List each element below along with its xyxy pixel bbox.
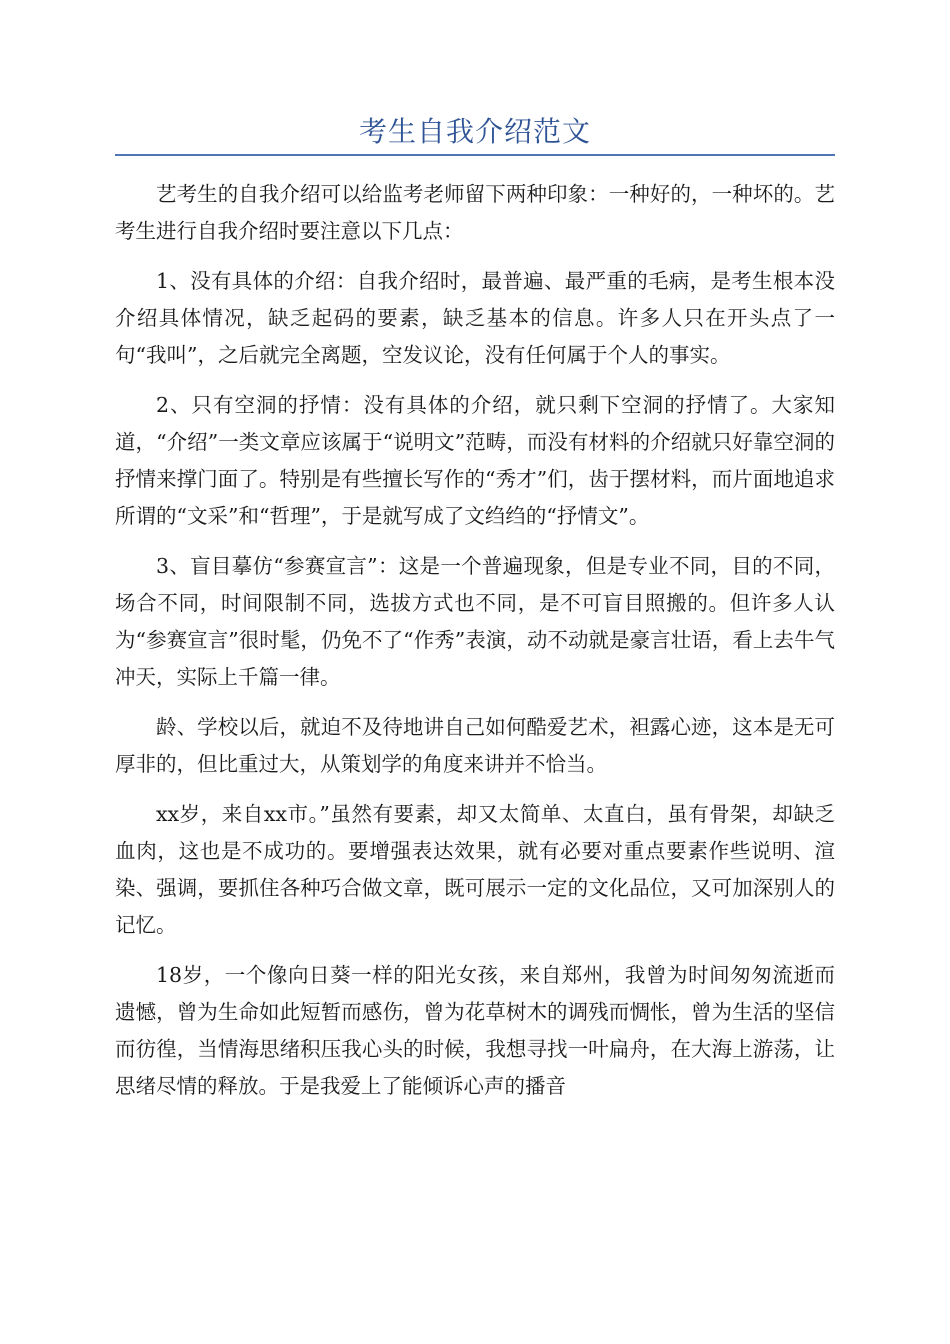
title-underline (115, 154, 835, 156)
paragraph-intro: 艺考生的自我介绍可以给监考老师留下两种印象：一种好的，一种坏的。艺考生进行自我介绍时要注意以下几点： (115, 182, 835, 243)
paragraph-age-school: 龄、学校以后，就迫不及待地讲自己如何酷爱艺术，袒露心迹，这本是无可厚非的，但比重过大，从策划学的角度来讲并不恰当。 (115, 715, 835, 776)
document-body (115, 176, 835, 1118)
document-title: 考生自我介绍范文 (358, 115, 591, 148)
paragraph-point-2: 2、只有空洞的抒情：没有具体的介绍，就只剩下空洞的抒情了。大家知道，“介绍”一类文章应该属于“说明文”范畴，而没有材料的介绍就只好靠空洞的抒情来撑门面了。特别是有些擅长写作的“秀才”们，齿于摆材料，而片面地追求所谓的“文采”和“哲理”，于是就写成了文绉绉的“抒情文”。 (115, 393, 835, 528)
paragraph-example-basic: xx岁，来自xx市。”虽然有要素，却又太简单、太直白，虽有骨架，却缺乏血肉，这也是不成功的。要增强表达效果，就有必要对重点要素作些说明、渲染、强调，要抓住各种巧合做文章，既可展示一定的文化品位，又可加深别人的记忆。 (115, 802, 835, 937)
paragraph-point-1: 1、没有具体的介绍：自我介绍时，最普遍、最严重的毛病，是考生根本没介绍具体情况，缺乏起码的要素，缺乏基本的信息。许多人只在开头点了一句“我叫”，之后就完全离题，空发议论，没有任何属于个人的事实。 (115, 269, 835, 367)
paragraph-example-sample: 18岁，一个像向日葵一样的阳光女孩，来自郑州，我曾为时间匆匆流逝而遗憾，曾为生命如此短暂而感伤，曾为花草树木的调残而惆怅，曾为生活的坚信而彷徨，当情海思绪积压我心头的时候，我想寻找一叶扁舟，在大海上游荡，让思绪尽情的释放。于是我爱上了能倾诉心声的播音 (115, 963, 835, 1098)
paragraph-point-3: 3、盲目摹仿“参赛宣言”：这是一个普遍现象，但是专业不同，目的不同，场合不同，时间限制不同，选拔方式也不同，是不可盲目照搬的。但许多人认为“参赛宣言”很时髦，仍免不了“作秀”表演，动不动就是豪言壮语，看上去牛气冲天，实际上千篇一律。 (115, 554, 835, 689)
